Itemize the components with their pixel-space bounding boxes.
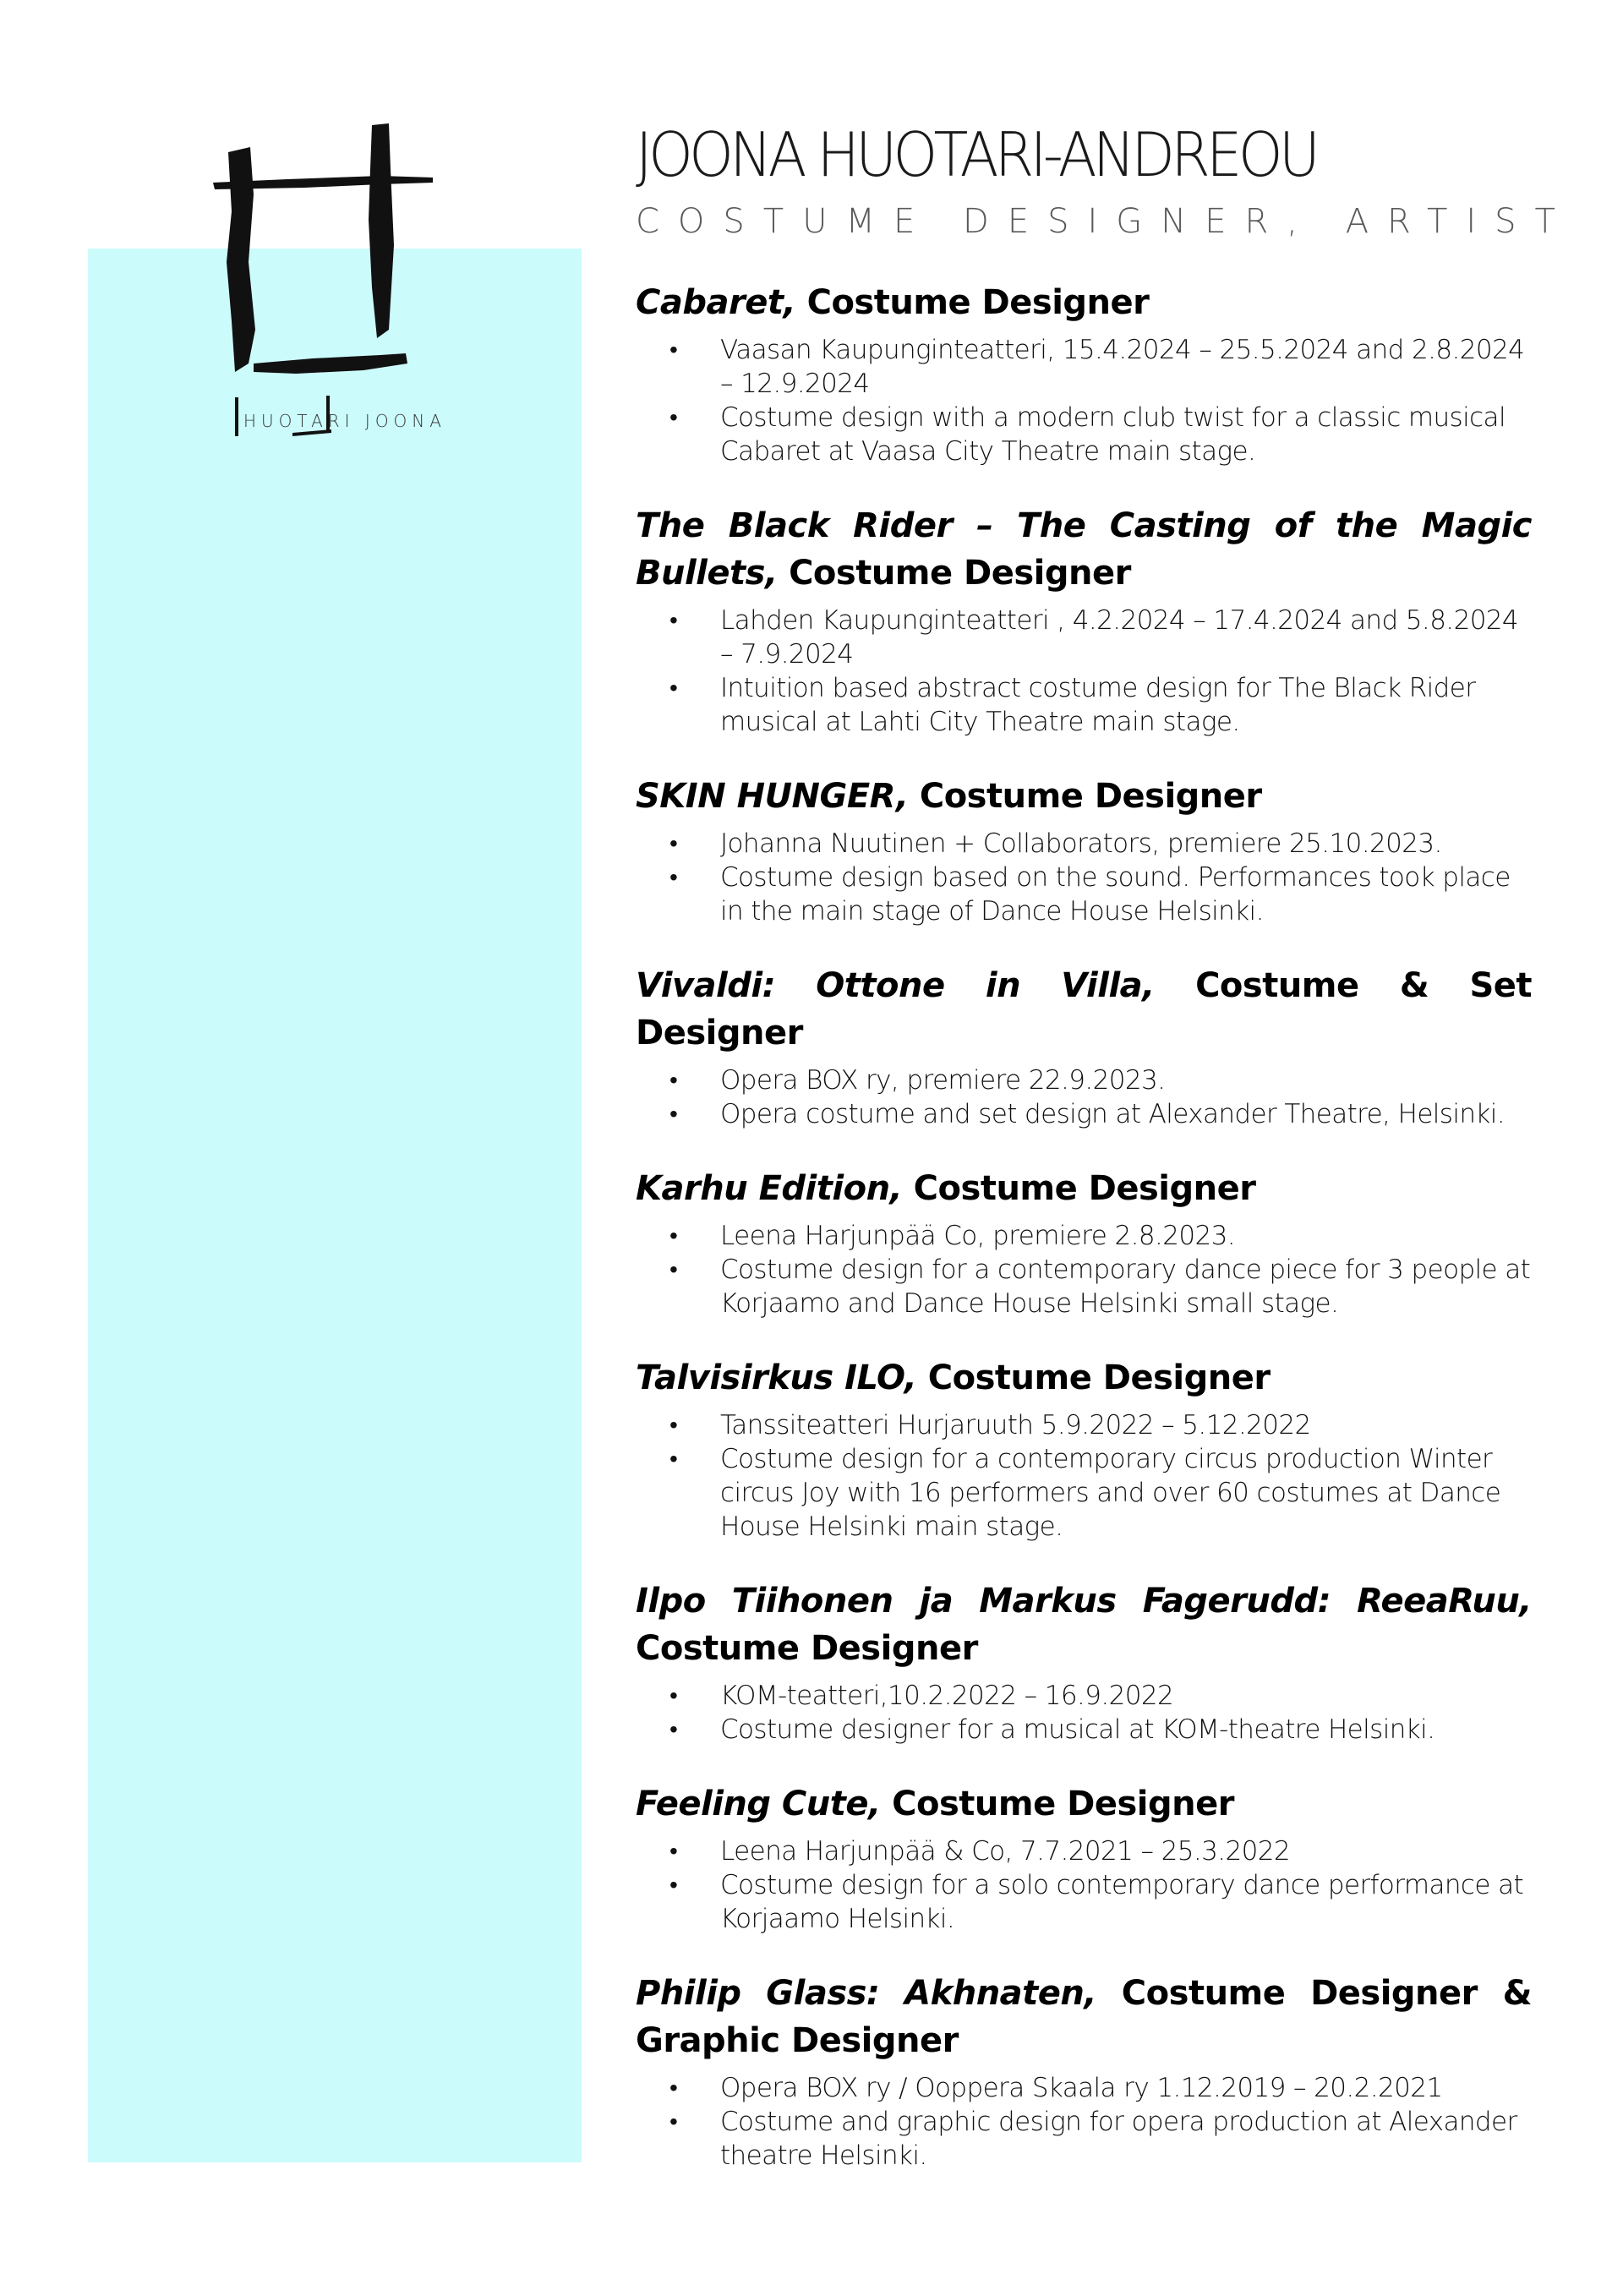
cv-entry xyxy=(636,279,1532,468)
entry-role: Costume Designer xyxy=(902,1169,1256,1208)
entry-bullet xyxy=(636,401,1532,468)
entry-work-title: Karhu Edition, xyxy=(636,1169,903,1208)
bullet-marker: • xyxy=(669,1837,678,1865)
entry-bullet-list xyxy=(636,1679,1532,1747)
bullet-text: Tanssiteatteri Hurjaruuth 5.9.2022 – 5.12.2022 xyxy=(720,1410,1311,1440)
sidebar-panel xyxy=(88,249,582,2162)
entry-title xyxy=(636,773,1532,820)
entry-role: Costume & Set Designer xyxy=(636,966,1532,1052)
bullet-text: Costume design for a solo contemporary dance performance at Korjaamo Helsinki. xyxy=(720,1870,1524,1934)
bullet-text: Leena Harjunpää Co, premiere 2.8.2023. xyxy=(720,1221,1235,1251)
hj-logo-mark xyxy=(211,118,448,456)
entry-role: Costume Designer xyxy=(880,1785,1234,1823)
entry-work-title: Vivaldi: Ottone in Villa, xyxy=(636,966,1155,1005)
entry-bullet xyxy=(636,1063,1532,1097)
bullet-marker: • xyxy=(669,1100,678,1128)
entry-bullet xyxy=(636,1097,1532,1131)
entry-bullet-list xyxy=(636,604,1532,739)
bullet-marker: • xyxy=(669,829,678,857)
entry-title xyxy=(636,1780,1532,1828)
entry-bullet xyxy=(636,1679,1532,1713)
bullet-marker: • xyxy=(669,1681,678,1709)
entry-title xyxy=(636,1577,1532,1672)
entry-title xyxy=(636,1354,1532,1402)
bullet-text: Intuition based abstract costume design for The Black Rider musical at Lahti City Theatre main stage. xyxy=(720,673,1476,737)
bullet-marker: • xyxy=(669,606,678,634)
bullet-marker: • xyxy=(669,1445,678,1473)
entry-title xyxy=(636,1165,1532,1212)
entry-bullet xyxy=(636,333,1532,401)
entry-bullet-list xyxy=(636,1219,1532,1320)
entry-title xyxy=(636,962,1532,1057)
bullet-marker: • xyxy=(669,1411,678,1439)
bullet-text: Costume design based on the sound. Performances took place in the main stage of Dance House Helsinki. xyxy=(720,862,1511,927)
bullet-marker: • xyxy=(669,403,678,431)
bullet-text: Johanna Nuutinen + Collaborators, premiere 25.10.2023. xyxy=(720,828,1442,859)
entry-bullet xyxy=(636,827,1532,861)
logo-text: HUOTARI JOONA xyxy=(243,411,446,431)
bullet-marker: • xyxy=(669,1066,678,1094)
bullet-marker: • xyxy=(669,1222,678,1249)
cv-entry xyxy=(636,1354,1532,1544)
entry-role: Costume Designer xyxy=(777,554,1131,593)
bullet-text: Leena Harjunpää & Co, 7.7.2021 – 25.3.2022 xyxy=(720,1836,1291,1867)
entry-bullet-list xyxy=(636,2071,1532,2173)
entry-bullet xyxy=(636,1713,1532,1747)
entry-bullet xyxy=(636,2071,1532,2105)
entry-bullet-list xyxy=(636,1834,1532,1936)
person-name: JOONA HUOTARI-ANDREOU xyxy=(636,119,1317,190)
entry-role: Costume Designer xyxy=(636,1629,978,1668)
entry-work-title: Philip Glass: Akhnaten, xyxy=(636,1974,1097,2013)
entry-bullet xyxy=(636,861,1532,928)
bullet-text: Lahden Kaupunginteatteri , 4.2.2024 – 17.4.2024 and 5.8.2024 – 7.9.2024 xyxy=(720,605,1519,670)
entry-bullet xyxy=(636,1442,1532,1544)
bullet-text: Costume design for a contemporary circus production Winter circus Joy with 16 performers and over 60 costumes at Dance House Helsinki main stage. xyxy=(720,1444,1501,1542)
bullet-marker: • xyxy=(669,863,678,891)
entry-bullet-list xyxy=(636,333,1532,468)
bullet-text: Costume design for a contemporary dance piece for 3 people at Korjaamo and Dance House Helsinki small stage. xyxy=(720,1255,1531,1319)
entry-role: Costume Designer xyxy=(908,777,1262,816)
bullet-marker: • xyxy=(669,674,678,702)
entry-bullet xyxy=(636,1834,1532,1868)
entry-bullet-list xyxy=(636,1408,1532,1544)
bullet-text: Costume designer for a musical at KOM-theatre Helsinki. xyxy=(720,1714,1435,1745)
entry-bullet xyxy=(636,1868,1532,1936)
bullet-marker: • xyxy=(669,1715,678,1743)
bullet-text: Opera BOX ry, premiere 22.9.2023. xyxy=(720,1065,1166,1096)
entry-bullet xyxy=(636,1408,1532,1442)
entry-title xyxy=(636,279,1532,326)
cv-content xyxy=(636,117,1574,2206)
entry-work-title: The Black Rider – The Casting of the Magic Bullets, xyxy=(636,506,1532,593)
cv-entry xyxy=(636,773,1532,928)
entry-bullet xyxy=(636,1219,1532,1253)
cv-entry xyxy=(636,1577,1532,1747)
entry-bullet xyxy=(636,2105,1532,2173)
cv-entry xyxy=(636,962,1532,1131)
cv-entry xyxy=(636,502,1532,739)
entries-list xyxy=(636,279,1532,2173)
bullet-marker: • xyxy=(669,2074,678,2102)
bullet-marker: • xyxy=(669,1871,678,1899)
entry-work-title: SKIN HUNGER, xyxy=(636,777,909,816)
entry-bullet xyxy=(636,604,1532,671)
entry-role: Costume Designer & Graphic Designer xyxy=(636,1974,1532,2060)
entry-bullet xyxy=(636,1253,1532,1320)
bullet-text: KOM-teatteri,10.2.2022 – 16.9.2022 xyxy=(720,1681,1174,1711)
cv-entry xyxy=(636,1970,1532,2173)
bullet-text: Vaasan Kaupunginteatteri, 15.4.2024 – 25.5.2024 and 2.8.2024 – 12.9.2024 xyxy=(720,335,1525,399)
bullet-text: Opera BOX ry / Ooppera Skaala ry 1.12.2019 – 20.2.2021 xyxy=(720,2073,1443,2103)
entry-work-title: Feeling Cute, xyxy=(636,1785,881,1823)
entry-work-title: Ilpo Tiihonen ja Markus Fagerudd: ReeaRuu, xyxy=(636,1582,1532,1621)
entry-role: Costume Designer xyxy=(916,1358,1271,1397)
bullet-text: Opera costume and set design at Alexander Theatre, Helsinki. xyxy=(720,1099,1506,1129)
entry-work-title: Talvisirkus ILO, xyxy=(636,1358,917,1397)
person-subtitle: COSTUME DESIGNER, ARTIST xyxy=(636,202,1574,241)
cv-entry xyxy=(636,1780,1532,1936)
entry-title xyxy=(636,502,1532,597)
bullet-marker: • xyxy=(669,2107,678,2135)
bullet-marker: • xyxy=(669,1255,678,1283)
bullet-text: Costume and graphic design for opera production at Alexander theatre Helsinki. xyxy=(720,2107,1517,2171)
entry-role: Costume Designer xyxy=(795,283,1150,322)
entry-bullet-list xyxy=(636,1063,1532,1131)
bullet-text: Costume design with a modern club twist for a classic musical Cabaret at Vaasa City Theatre main stage. xyxy=(720,402,1506,467)
entry-bullet-list xyxy=(636,827,1532,928)
bullet-marker: • xyxy=(669,336,678,364)
entry-work-title: Cabaret, xyxy=(636,283,796,322)
entry-title xyxy=(636,1970,1532,2064)
entry-bullet xyxy=(636,671,1532,739)
cv-entry xyxy=(636,1165,1532,1320)
